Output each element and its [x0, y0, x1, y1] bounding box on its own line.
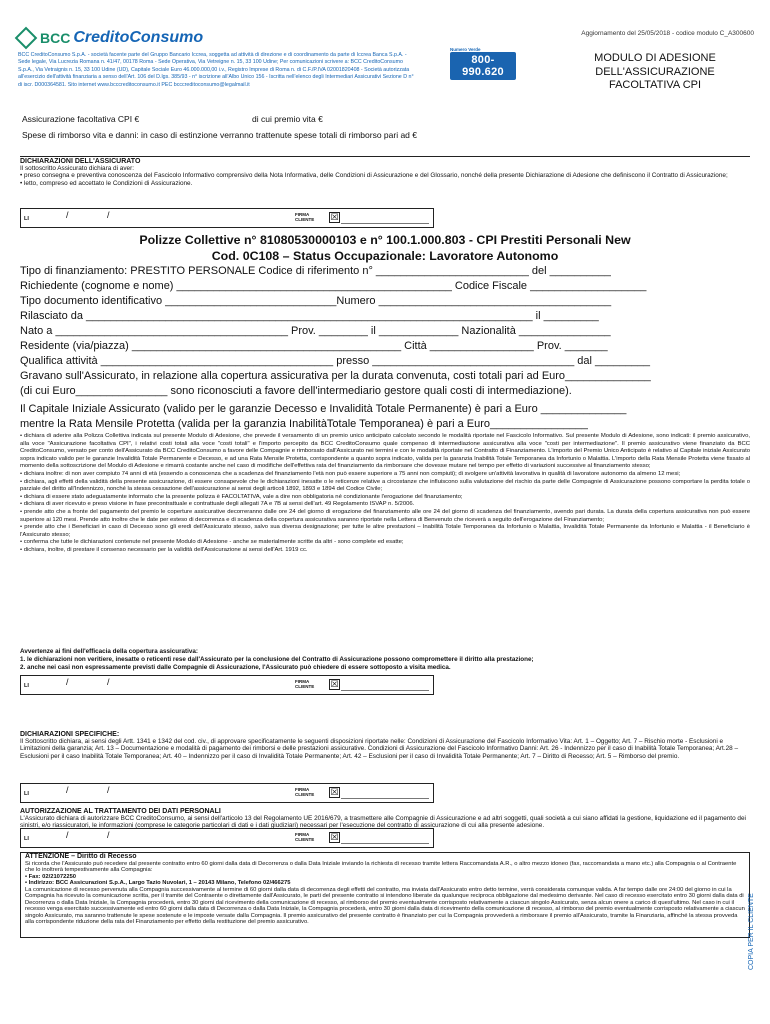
update-date: Aggiornamento del 25/05/2018 - codice modulo C_A300600	[581, 30, 754, 37]
premium-cpi: Assicurazione facoltativa CPI €	[22, 114, 140, 124]
withdrawal-text: La comunicazione di recesso pervenuta alla Compagnia successivamente al termine di 60 giorni dalla data di decorrenza degli effetti del contratto, ma inviata dall'Assicurato entro detto termine, verrà considerata comunque valida. A far tempo dalle ore 24:00 del giorno in cui la Compagnia ha ricevuto la comunicazione scritta, per il tramite del Contraente o direttamente dall'Assicurato, le parti del presente contratto si intendono liberate da qualunque reciproca obbligazione dal medesimo derivante. Nel caso di recesso esercitato entro 30 giorni dalla data di Decorrenza o dalla Data Iniziale, la Compagnia procederà, entro 30 giorni dal ricevimento della comunicazione di recesso, al rimborso del premio eventualmente corrisposto relativamente a ciascun singolo Assicurato, senza alcun onere a carico di quest'ultimo. Nel caso in cui il recesso venga esercitato successivamente ed entro 60 giorni dalla data di Decorrenza o dalla Data Iniziale, la Compagnia procederà, entro 30 giorni dalla data di ricevimento della comunicazione di recesso, al rimborso del premio eventualmente corrisposto relativamente a ciascun singolo Assicurato, ma saranno trattenute le spese sostenute e le imposte versate dalla Compagnia. Il premio assicurativo del presente contratto è finanziato per cui la Compagnia provvederà a rimborsare il premio all'Assicurato, tramite la Finanziaria, affinché la stessa provveda alla corrispondente riduzione della rata del Finanziamento per effetto della restituzione del premio assicurativo.	[25, 886, 745, 925]
date-field[interactable]: / /	[66, 677, 128, 687]
firma-label: FIRMA CLIENTE	[295, 212, 315, 222]
signature-line[interactable]	[341, 798, 429, 799]
policy-title	[20, 232, 750, 264]
specific-declarations	[20, 731, 750, 760]
title-line: FACOLTATIVA CPI	[608, 79, 702, 91]
body-paragraph: • dichiara, inoltre, di prestare il consenso necessario per la validità dell'Assicurazione ai sensi dell'Art. 1919 cc.	[20, 546, 308, 553]
field-row[interactable]: Tipo documento identificativo ____________________________Numero ______________________________________	[20, 295, 612, 307]
company-info: BCC CreditoConsumo S.p.A. - società facente parte del Gruppo Bancario Iccrea, soggetta ad attività di direzione e di coordinamento da parte di Iccrea Banca S.p.A. - Sede legale, Via Lucrezia Romana n. 41/47, 00178 Roma - Sede Operativa, Via Vetreigne n. 15, 33 100 Udine; Per comunicazioni scrivere a: BCC CreditoConsumo S.p.A., Via Vetraignis n. 15, 33 100 Udine (UD), Capitale Sociale Euro 46.000.000,00 i.v., Registro Imprese di Roma n. di C.F./P.IVA 02001820408 - Società autorizzata all'esercizio dell'attività finanziaria a senso dell'Art. 106 del D.lgs. 385/93 - n° iscrizione all'Albo Unico 156 - Iscritta nell'elenco degli Intermediari Assicurativi Sezione D n° di iscr. D000364581. Sito internet www.bcccreditoconsumo.it PEC bcccreditoconsumo@legalmail.it	[18, 52, 414, 88]
field-row[interactable]: mentre la Rata Mensile Protetta (valida per la garanzia InabilitàTotale Temporanea) è pari a Euro________________	[20, 418, 588, 430]
signature-checkbox[interactable]: ☒	[330, 832, 339, 842]
warnings-item: 2. anche nei casi non espressamente previsti dalle Compagnie di Assicurazione, l'Assicurato può chiedere di essere sottoposto a visita medica.	[20, 663, 451, 671]
form-title	[560, 52, 750, 93]
field-row[interactable]: Residente (via/piazza) ____________________________________________ Città _________________ Prov. _______	[20, 340, 608, 352]
title-line: DELL'ASSICURAZIONE	[595, 65, 715, 78]
field-row[interactable]: Rilasciato da _________________________________________________________________________ il _________	[20, 310, 599, 322]
specific-text: Il Sottoscritto dichiara, ai sensi degli Artt. 1341 e 1342 del cod. civ., di approvare specificatamente le seguenti disposizioni riportate nelle: Condizioni di Assicurazione del Fascicolo Informativo Vita: Art. 1 – Oggetto; Art. 7 – Rischio morte - Esclusioni e Limitazioni della garanzia; Art. 13 – Documentazione e modalità di pagamento dei rimborsi e delle prestazioni assicurative. Condizioni di Assicurazione del Fascicolo Informativo Danni: Art. 26 - Indennizzo per il caso di Inabilità Totale Temporanea; Art.28 – Esclusioni per il caso Inabilità Totale Temporanea; Art. 40 – Indennizzo per il caso di Invalidità Totale Permanente; Art. 42 – Esclusioni per il caso di Invalidità Totale Permanente; Art. 7 – Diritto di Recesso; Art. 5 – Rimborso del premio.	[20, 738, 739, 760]
declarations-heading: DICHIARAZIONI DELL'ASSICURATO	[20, 156, 750, 165]
date-field[interactable]: / /	[66, 830, 128, 840]
firma-label: FIRMA CLIENTE	[295, 679, 315, 689]
declarations-section	[20, 156, 750, 187]
bcc-logo	[18, 27, 218, 49]
specific-heading: DICHIARAZIONI SPECIFICHE:	[20, 731, 120, 738]
phone-label: Numero Verde	[450, 47, 481, 52]
date-field[interactable]: / /	[66, 210, 128, 220]
withdrawal-intro: Si ricorda che l'Assicurato può recedere dal presente contratto entro 60 giorni dalla data di Decorrenza o dalla Data Iniziale inviando la richiesta di recesso tramite lettera Raccomandata A.R., o altro mezzo idoneo (fax, raccomandata a mano etc.) alla Compagnia o al Contraente che lo inoltrerà tempestivamente alla Compagnia:	[25, 860, 737, 873]
logo-bcc-text: BCC	[40, 30, 71, 46]
declarations-intro: Il sottoscritto Assicurato dichiara di aver:	[20, 165, 135, 173]
warnings	[20, 648, 750, 671]
premium-vita: di cui premio vita €	[252, 114, 323, 124]
field-row[interactable]: (di cui Euro_______________ sono riconosciuti a favore dell'intermediario gestore quali costi di intermediazione).	[20, 385, 572, 397]
warnings-item: 1. le dichiarazioni non veritiere, inesatte o reticenti rese dall'Assicurato per la conclusione del Contratto di Assicurazione possono compromettere il diritto alla prestazione;	[20, 655, 534, 663]
signature-box[interactable]	[20, 828, 434, 848]
place-label: LI	[24, 836, 29, 842]
client-copy-label	[748, 880, 758, 970]
withdrawal-heading: ATTENZIONE – Diritto di Recesso	[25, 853, 137, 860]
signature-checkbox[interactable]: ☒	[330, 787, 339, 797]
body-paragraph: • dichiara di essere stato adeguatamente informato che la presente polizza è FACOLTATIVA, vale a dire non obbligatoria né condizionante l'erogazione del finanziamento;	[20, 493, 463, 500]
privacy-section	[20, 808, 750, 830]
signature-checkbox[interactable]: ☒	[330, 679, 339, 689]
body-paragraph: • prende atto che i Beneficiari in caso di Decesso sono gli eredi dell'Assicurato stesso, salvo sua diversa designazione; per tutte le altre prestazioni – Inabilità Totale Temporanea da Infortunio o Malattia, Invalidità Totale Permanente da Infortunio e Malattia - il Beneficiario è l'Assicurato stesso;	[20, 524, 750, 538]
field-row[interactable]: Tipo di finanziamento: PRESTITO PERSONALE Codice di riferimento n° _________________________ del __________	[20, 265, 611, 277]
logo-diamond-icon	[15, 27, 38, 50]
body-paragraph: • conferma che tutte le dichiarazioni contenute nel presente Modulo di Adesione - anche se materialmente scritte da altri - sono complete ed esatte;	[20, 539, 404, 546]
field-row[interactable]: Richiedente (cognome e nome) _____________________________________________ Codice Fiscale ___________________	[20, 280, 647, 292]
field-row[interactable]: Qualifica attività ______________________________________ presso _________________________________ dal _________	[20, 355, 651, 367]
withdrawal-notice	[20, 852, 750, 938]
title-line: MODULO DI ADESIONE	[594, 52, 716, 64]
warnings-heading: Avvertenze ai fini dell'efficacia della copertura assicurativa:	[20, 648, 199, 655]
signature-checkbox[interactable]: ☒	[330, 212, 339, 222]
body-paragraph: • dichiara inoltre: di non aver compiuto 74 anni di età (essendo a conoscenza che a scadenza del finanziamento l'età non può essere superiore a 75 anni non compiuti); di svolgere un'attività lavorativa in qualità di lavoratore autonomo da almeno 12 mesi;	[20, 470, 681, 477]
phone-number: 800-990.620	[450, 52, 516, 80]
privacy-heading: AUTORIZZAZIONE AL TRATTAMENTO DEI DATI PERSONALI	[20, 808, 221, 815]
logo-name-text: CreditoConsumo	[73, 29, 204, 46]
field-row[interactable]: Il Capitale Iniziale Assicurato (valido per le garanzie Decesso e Invalidità Totale Permanente) è pari a Euro ______________	[20, 403, 627, 415]
signature-box[interactable]	[20, 675, 434, 695]
signature-box[interactable]	[20, 208, 434, 228]
firma-label: FIRMA CLIENTE	[295, 787, 315, 797]
body-paragraph: • dichiara di aver ricevuto e preso visione in fase precontrattuale e contrattuale degli allegati 7A e 7B ai sensi dell'art. 49 Regolamento ISVAP n. 5/2006.	[20, 501, 415, 508]
body-paragraph: • dichiara, agli effetti della validità della presente assicurazione, di essere consapevole che le dichiarazioni inesatte o le reticenze relative a circostanze che influiscono sulla valutazione del rischio da parte delle Compagnie di Assicurazione possono comportare la perdita totale o parziale del diritto all'Indennizzo, nonché la stessa cessazione dell'assicurazione ai sensi degli articoli 1892, 1893 e 1894 del Codice Civile;	[20, 478, 750, 493]
signature-line[interactable]	[341, 843, 429, 844]
place-label: LI	[24, 216, 29, 222]
client-copy-text: COPIA PER IL CLIENTE	[748, 893, 755, 970]
signature-line[interactable]	[341, 690, 429, 691]
place-label: LI	[24, 791, 29, 797]
declarations-body	[20, 433, 750, 555]
refund-costs: Spese di rimborso vita e danni: in caso di estinzione verranno trattenute spese totali di rimborso pari ad €	[22, 130, 417, 140]
body-paragraph: • dichiara di aderire alla Polizza Collettiva indicata sul presente Modulo di Adesione, che prevede il versamento di un premio unico anticipato calcolato secondo le modalità riportate nel Fascicolo Informativo. Sul presente Modulo di Adesione, sono indicati: il premio assicurativo, alla voce "Assicurazione facoltativa CPI", i relativi costi totali alla voce "costi totali" e l'importo percepito da BCC CreditoConsumo quale compenso di intermediazione assicurativa alla voce "costi per intermediazione". Il premio assicurativo viene finanziato da BCC CreditoConsumo, versato per conto dell'Assicurato da BCC CreditoConsumo a favore delle Compagnie e rimborsato dall'Assicurato nei termini e con le modalità riportate nel Contratto di Finanziamento. L'importo del Premio Unico Anticipato è relativo al Capitale iniziale Assicurato sopra indicato valido per le garanzie Invalidità Totale Permanente e Decesso, e ad una Rata Mensile Protetta, corrispondente a quanto sopra indicato, valida per la garanzia Inabilità Totale Temporanea da Infortunio o Malattia. L'importo della Rata Mensile Protetta viene fissato al momento della sottoscrizione del Modulo di Adesione e rimarrà costante anche nel caso di modifiche dell'effettiva rata del finanziamento da rimborsare che dovesse mutare nel tempo per effetto di variazioni successive al finanziamento stesso;	[20, 433, 750, 470]
signature-line[interactable]	[341, 223, 429, 224]
withdrawal-address: • Indirizzo: BCC Assicurazioni S.p.A., Largo Tazio Nuvolari, 1 – 20143 Milano, Telefono 02/466275	[25, 880, 291, 886]
field-row[interactable]: Nato a ______________________________________ Prov. ________ il _____________ Nazionalità _______________	[20, 325, 611, 337]
privacy-text: L'Assicurato dichiara di autorizzare BCC CreditoConsumo, ai sensi dell'articolo 13 del Regolamento UE 2016/679, a trasmettere alle Compagnie di Assicurazione e ad altri soggetti, quali società a cui siano affidati la gestione, liquidazione ed il pagamento dei sinistri, e/o riassicuratori, le informazioni (comprese le categorie particolari di dati e i dati giudiziari) necessari per l'esecuzione del contratto di assicurazione di cui alla presente adesione.	[20, 815, 746, 830]
signature-box[interactable]	[20, 783, 434, 803]
withdrawal-fax: • Fax: 02/21072250	[25, 873, 77, 880]
firma-label: FIRMA CLIENTE	[295, 832, 315, 842]
declarations-bullet: • preso consegna e preventiva conoscenza del Fascicolo Informativo comprensivo della Nota Informativa, delle Condizioni di Assicurazione e del Glossario, nonché della presente Dichiarazione di Adesione che definiscono il Contratto di Assicurazione;	[20, 172, 728, 180]
policy-line: Cod. 0C108 – Status Occupazionale: Lavoratore Autonomo	[211, 249, 559, 263]
place-label: LI	[24, 683, 29, 689]
policy-line: Polizze Collettive n° 81080530000103 e n° 100.1.000.803 - CPI Prestiti Personali New	[139, 233, 631, 247]
date-field[interactable]: / /	[66, 785, 128, 795]
toll-free-number	[450, 47, 516, 78]
field-row[interactable]: Gravano sull'Assicurato, in relazione alla copertura assicurativa per la durata convenuta, costi totali pari ad Euro______________	[20, 370, 651, 382]
declarations-bullet: • letto, compreso ed accettato le Condizioni di Assicurazione.	[20, 179, 193, 187]
body-paragraph: • prende atto che a fronte del pagamento del premio le coperture assicurative decorreranno dalle ore 24 del giorno di erogazione del finanziamento alle ore 24 del giorno di scadenza del finanziamento, avendo pari durata. La durata della copertura assicurativa non può essere superiore ai 120 mesi. Prende atto inoltre che le date per esteso di decorrenza e di scadenza della copertura assicurativa saranno riportate nella Lettera di Benvenuto che riceverà a seguito dell'erogazione del Finanziamento;	[20, 508, 750, 523]
